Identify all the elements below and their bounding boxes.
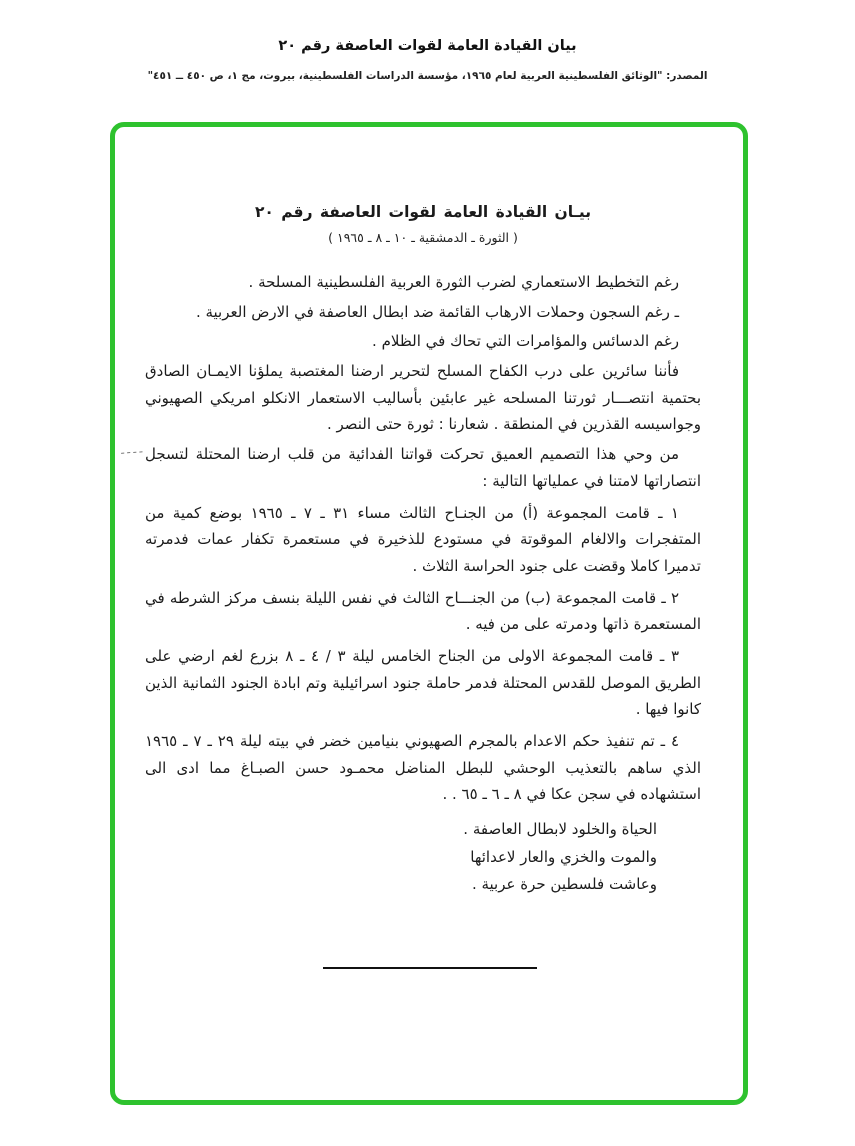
document-title: بيـان القيادة العامة لقوات العاصفة رقم ٢٠ — [254, 203, 592, 221]
paragraph: من وحي هذا التصميم العميق تحركت قواتنا الفدائية من قلب ارضنا المحتلة لتسجل انتصاراتها لامتنا في عملياتها التالية : — [145, 445, 701, 490]
paragraph: ـ رغم السجون وحملات الارهاب القائمة ضد ابطال العاصفة في الارض العربية . — [195, 302, 679, 321]
closing-line: والموت والخزي والعار لاعدائها — [470, 847, 657, 866]
paragraph: فأننا سائرين على درب الكفاح المسلح لتحرير ارضنا المغتصبة يملؤنا الايمـان الصادق بحتمية انتصـــار ثورتنا المسلحه غير عابئين بأساليب الاستعمار الانكلو امريكي الصهيوني وجواسيسه القذرين في المنطقة . شعارنا : ثورة حتى النصر . — [145, 362, 701, 434]
paragraph-item-2: ٢ ـ قامت المجموعة (ب) من الجنـــاح الثالث في نفس الليلة بنسف مركز الشرطه في المستعمرة ذاتها ودمرته على من فيه . — [145, 588, 701, 634]
paragraph-item-3: ٣ ـ قامت المجموعة الاولى من الجناح الخامس ليلة ٣ / ٤ ـ ٨ بزرع لغم ارضي على الطريق الموصل للقدس المحتلة فدمر حاملة جنود اسرائيلية وتم ابادة الجنود الثمانية الذين كانوا فيها . — [145, 646, 701, 719]
paragraph: رغم التخطيط الاستعماري لضرب الثورة العربية الفلسطينية المسلحة . — [248, 273, 679, 291]
divider-line — [323, 967, 537, 969]
document-subtitle: ( الثورة ـ الدمشقية ـ ١٠ ـ ٨ ـ ١٩٦٥ ) — [328, 230, 518, 245]
document-body — [145, 203, 701, 899]
paragraph-item-1: ١ ـ قامت المجموعة (أ) من الجنـاح الثالث مساء ٣١ ـ ٧ ـ ١٩٦٥ بوضع كمية من المتفجرات والالغام الموقوتة في مستودع للذخيرة في مستعمرة تكفار عمات فدمرته تدميرا كاملا وقضت على جنود الحراسة الثلاث . — [145, 503, 701, 575]
paragraph-item-4: ٤ ـ تم تنفيذ حكم الاعدام بالمجرم الصهيوني بنيامين خضر في بيته ليلة ٢٩ ـ ٧ ـ ١٩٦٥ الذي ساهم بالتعذيب الوحشي للبطل المناضل محمـود حسن الصبـاغ مما ادى الى استشهاده في سجن عكا في ٨ ـ ٦ ـ ٦٥ . . — [145, 732, 701, 804]
paragraph: رغم الدسائس والمؤامرات التي تحاك في الظلام . — [372, 332, 679, 351]
closing-line: وعاشت فلسطين حرة عربية . — [471, 875, 657, 894]
document-paragraphs — [145, 269, 701, 898]
scan-frame — [110, 122, 748, 1105]
source-line: المصدر: "الوثائق الفلسطينية العربية لعام ١٩٦٥، مؤسسة الدراسات الفلسطينية، بيروت، مج ١، ص ٤٥٠ ــ ٤٥١" — [147, 70, 708, 82]
closing-line: الحياة والخلود لابطال العاصفة . — [463, 820, 657, 839]
page-header — [0, 38, 855, 82]
margin-mark: ـ ـ ـ ـ — [120, 444, 143, 457]
page-header-title: بيان القيادة العامة لقوات العاصفة رقم ٢٠ — [278, 38, 577, 54]
